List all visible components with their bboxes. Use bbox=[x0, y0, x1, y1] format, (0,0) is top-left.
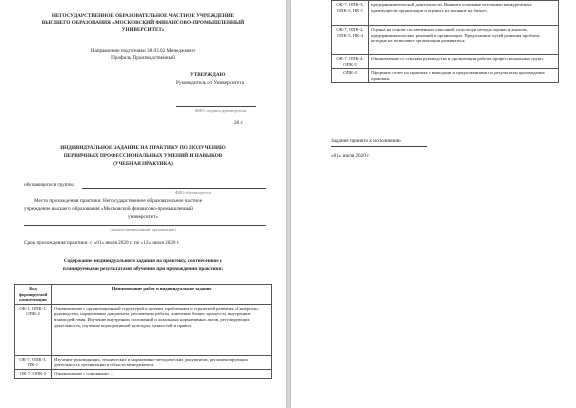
table-header-row bbox=[15, 285, 272, 305]
table-row bbox=[332, 26, 559, 55]
table-row bbox=[332, 1, 559, 26]
row-code: ОК-7, ОПК-3, ОПК-5, ПК-1 bbox=[332, 1, 369, 26]
document-page-1 bbox=[0, 0, 286, 408]
row-code: ОК-7, ОПК-3 bbox=[15, 369, 52, 378]
fio-hint: ФИО, подпись руководителя bbox=[195, 108, 247, 113]
table-row bbox=[332, 69, 559, 83]
row-text: Изучение руководящих, технических и нормативно-методических документов, регламентирующих деятельность организации в области менеджмента. bbox=[52, 355, 272, 369]
table-row bbox=[332, 55, 559, 69]
rector-label: Руководитель от Университета bbox=[176, 80, 244, 86]
row-code: ОК-7, ОПК-3, ПК-1 bbox=[15, 355, 52, 369]
row-text: Ознакомление со стилями руководства и организации работы профессиональных групп. bbox=[369, 55, 559, 69]
document-page-2 bbox=[291, 0, 576, 408]
header-tasks: Наименование работ и индивидуальное задание bbox=[52, 285, 272, 305]
org-line-3: УНИВЕРСИТЕТ» bbox=[121, 27, 165, 33]
org-line-2: ВЫСШЕГО ОБРАЗОВАНИЯ «МОСКОВСКИЙ ФИНАНСОВО-ПРОМЫШЛЕННЫЙ bbox=[41, 20, 245, 26]
table-row bbox=[15, 355, 272, 369]
place-line-3: университет» bbox=[128, 214, 158, 220]
row-text: Оформить отчет по практике с выводами и предложениями по результатам прохождения практики. bbox=[369, 69, 559, 83]
tasks-table bbox=[14, 284, 272, 379]
place-line-1: Место прохождения практики: Негосударственное образовательное частное bbox=[34, 198, 202, 204]
row-code: ОПК-4 bbox=[332, 69, 369, 83]
row-text: Ознакомление с основными ... bbox=[52, 369, 272, 378]
place-line-2: учреждение высшего образования «Московский финансово-промышленный bbox=[24, 206, 193, 212]
row-code: ОК-7, ОПК-2, ОПК-5, ПК-4 bbox=[332, 26, 369, 55]
content-line-1: Содержание индивидуального задания на практику, соотнесенное с bbox=[63, 258, 223, 264]
approve-year: 20 г. bbox=[234, 120, 244, 126]
header-code: Код формируемой компетенции bbox=[15, 285, 52, 305]
row-text: предпринимательской деятельности. Выявить основные источники конкурентных преимуществ организации и оценить их влияние на бизнес. bbox=[369, 1, 559, 26]
student-signature-line bbox=[331, 146, 427, 147]
profile-line: Профиль Производственный bbox=[111, 55, 175, 61]
title-line-1: ИНДИВИДУАЛЬНОЕ ЗАДАНИЕ НА ПРАКТИКУ ПО ПОЛУЧЕНИЮ bbox=[60, 145, 226, 151]
row-text: Ознакомление с организационной структурой и целями, проблемами и стратегией развития «Синергия», руководство, нормативные документы, регламенты работы, ключевые бизнес-процессы, внутренние взаимодействия. Изучение внутренних положений и локальных нормативных актов, регулирующих деятельность, изучение корпоративной культуры, ценностей и правил. bbox=[52, 304, 272, 355]
task-accepted-date: «01» июля 2020 г. bbox=[331, 153, 370, 159]
direction-line: Направление подготовки 38.03.02 Менеджмент bbox=[90, 48, 196, 54]
org-line-1: НЕГОСУДАРСТВЕННОЕ ОБРАЗОВАТЕЛЬНОЕ ЧАСТНОЕ УЧРЕЖДЕНИЕ bbox=[51, 13, 235, 19]
student-hint: ФИО обучающегося bbox=[175, 190, 212, 195]
title-line-2: ПЕРВИЧНЫХ ПРОФЕССИОНАЛЬНЫХ УМЕНИЙ И НАВЫКОВ bbox=[63, 153, 223, 159]
table-row bbox=[15, 304, 272, 355]
table-row bbox=[15, 369, 272, 378]
row-code: ОК-1, ОПК-1, ОПК-2 bbox=[15, 304, 52, 355]
approve-label: УТВЕРЖДАЮ bbox=[190, 72, 226, 78]
title-line-3: (УЧЕБНАЯ ПРАКТИКА) bbox=[113, 161, 173, 167]
student-label: обучающегося группы bbox=[24, 182, 74, 188]
content-line-2: планируемыми результатами обучения при прохождении практики: bbox=[62, 266, 224, 272]
student-line bbox=[82, 188, 266, 189]
tasks-table-continued bbox=[331, 0, 559, 83]
task-accepted-label: Задание принято к исполнению bbox=[331, 138, 401, 144]
signature-line bbox=[176, 106, 256, 107]
place-line bbox=[24, 225, 266, 226]
row-text: Оценка на основе составленных описаний, используя методы оценки и анализа, предпринимательских решений в организации. Предложение путей решения проблем, которые не позволяют организации развиваться. bbox=[369, 26, 559, 55]
practice-dates: Срок прохождения практики: с «01» июля 2020 г. по «12» июля 2020 г. bbox=[24, 240, 180, 246]
place-hint: (полное наименование организации) bbox=[110, 227, 176, 232]
row-code: ОК-7, ОПК-4, ОПК-5 bbox=[332, 55, 369, 69]
